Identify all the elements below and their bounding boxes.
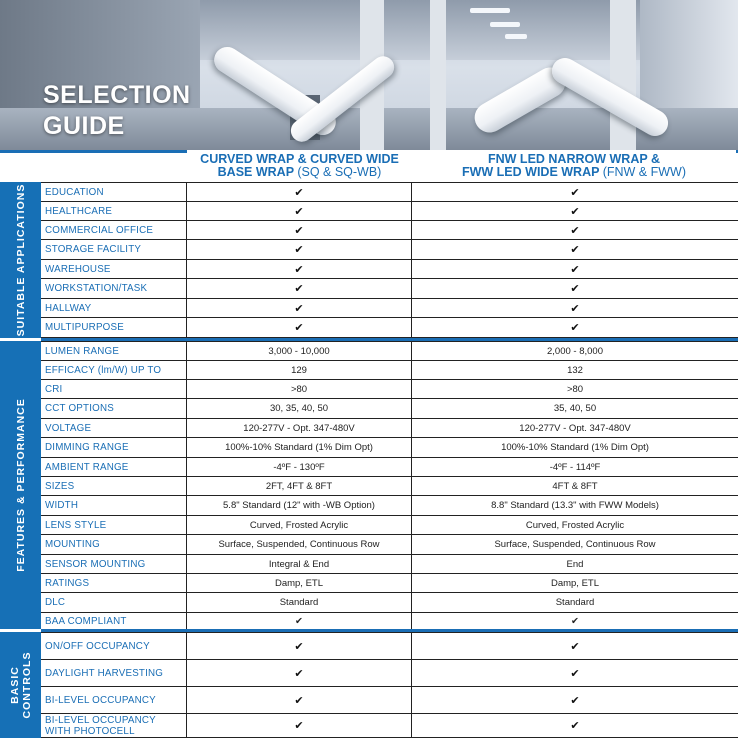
table-row [41, 202, 738, 221]
hero-pillar [610, 0, 636, 150]
row-label: SENSOR MOUNTING [41, 555, 187, 573]
value-cell: End [566, 558, 584, 570]
row-label: VOLTAGE [41, 419, 187, 437]
row-label: DLC [41, 593, 187, 612]
row-label: ON/OFF OCCUPANCY [41, 633, 187, 659]
row-label: MULTIPURPOSE [41, 318, 187, 337]
value-cell: Surface, Suspended, Continuous Row [187, 535, 412, 554]
value-cell [187, 221, 412, 239]
row-label: BI-LEVEL OCCUPANCY [41, 687, 187, 713]
value-cell [412, 660, 738, 686]
band-label: BASIC CONTROLS [8, 651, 33, 719]
row-label: WIDTH [41, 496, 187, 515]
value-cell: 100%-10% Standard (1% Dim Opt) [187, 438, 412, 457]
check-icon: ✔ [294, 204, 304, 218]
band-applications [0, 182, 41, 338]
controls-table [41, 632, 738, 738]
check-icon: ✔ [570, 262, 580, 276]
value-cell [187, 279, 412, 298]
check-icon: ✔ [294, 639, 304, 653]
value-cell: 5.8" Standard (12" with -WB Option) [187, 496, 412, 515]
check-icon: ✔ [570, 693, 580, 707]
check-icon: ✔ [294, 243, 304, 256]
table-row [41, 613, 738, 630]
row-label: LENS STYLE [41, 516, 187, 534]
check-icon: ✔ [294, 282, 304, 295]
value-cell [187, 687, 412, 713]
check-icon: ✔ [570, 204, 580, 218]
value-cell: Integral & End [187, 555, 412, 573]
table-row [41, 260, 738, 279]
value-cell [412, 221, 738, 239]
value-cell [412, 714, 738, 737]
row-label: BAA COMPLIANT [41, 613, 187, 629]
value-cell [412, 633, 738, 659]
value-cell: -4ºF - 114ºF [549, 461, 601, 473]
check-icon: ✔ [294, 262, 304, 276]
row-label: BI-LEVEL OCCUPANCY WITH PHOTOCELL [41, 714, 187, 737]
table-row [41, 240, 738, 260]
value-cell [412, 260, 738, 278]
table-row [41, 555, 738, 574]
table-row [41, 458, 738, 477]
table-row [41, 318, 738, 338]
value-cell: Surface, Suspended, Continuous Row [494, 539, 656, 550]
row-label: EDUCATION [41, 183, 187, 201]
check-icon: ✔ [294, 666, 304, 680]
row-label: SIZES [41, 477, 187, 495]
check-icon: ✔ [570, 719, 580, 732]
value-cell: 4FT & 8FT [552, 480, 598, 492]
value-cell [187, 240, 412, 259]
check-icon: ✔ [294, 301, 304, 315]
row-label: HEALTHCARE [41, 202, 187, 220]
row-label: DIMMING RANGE [41, 438, 187, 457]
row-label: DAYLIGHT HARVESTING [41, 660, 187, 686]
row-label: WORKSTATION/TASK [41, 279, 187, 298]
table-row [41, 399, 738, 419]
band-features [0, 341, 41, 629]
row-label: RATINGS [41, 574, 187, 592]
column-header-main: FWW LED WIDE WRAP [461, 165, 600, 179]
hero-photo [0, 0, 738, 150]
value-cell: >80 [187, 380, 412, 398]
value-cell [412, 299, 738, 317]
check-icon: ✔ [294, 223, 304, 237]
table-row [41, 299, 738, 318]
check-icon: ✔ [570, 243, 580, 256]
value-cell [187, 202, 412, 220]
column-header-line: FNW LED NARROW WRAP & [488, 152, 660, 166]
value-cell: ✔ [571, 615, 579, 627]
value-cell [412, 318, 738, 337]
value-cell: Damp, ETL [550, 577, 600, 589]
hero-ceiling-light [505, 34, 527, 39]
value-cell [187, 660, 412, 686]
table-row [41, 438, 738, 458]
value-cell: 35, 40, 50 [553, 403, 597, 414]
value-cell: Curved, Frosted Acrylic [187, 516, 412, 534]
value-cell [187, 318, 412, 337]
row-label: LUMEN RANGE [41, 342, 187, 360]
value-cell: Standard [555, 597, 595, 608]
value-cell: 129 [187, 361, 412, 379]
table-row [41, 535, 738, 555]
check-icon: ✔ [294, 693, 304, 707]
table-row [41, 714, 738, 738]
row-label: MOUNTING [41, 535, 187, 554]
value-cell: 120-277V - Opt. 347-480V [187, 419, 412, 437]
table-row [41, 516, 738, 535]
table-row [41, 660, 738, 687]
table-row [41, 279, 738, 299]
table-row [41, 687, 738, 714]
column-header-line [412, 166, 736, 179]
table-row [41, 380, 738, 399]
row-label: HALLWAY [41, 299, 187, 317]
band-controls [0, 632, 41, 738]
value-cell [412, 279, 738, 298]
features-table [41, 341, 738, 630]
value-cell: 2FT, 4FT & 8FT [187, 477, 412, 495]
value-cell [187, 260, 412, 278]
table-row [41, 221, 738, 240]
hero-ceiling-light [490, 22, 520, 27]
check-icon: ✔ [570, 321, 580, 334]
row-label: EFFICACY (lm/W) UP TO [41, 361, 187, 379]
table-row [41, 574, 738, 593]
row-label: WAREHOUSE [41, 260, 187, 278]
row-label: CCT OPTIONS [41, 399, 187, 418]
value-cell: -4ºF - 130ºF [187, 458, 412, 476]
table-row [41, 361, 738, 380]
value-cell: 30, 35, 40, 50 [187, 399, 412, 418]
value-cell: ✔ [187, 613, 412, 629]
value-cell: >80 [566, 383, 584, 395]
column-header-fnw [412, 150, 736, 182]
value-cell [412, 687, 738, 713]
value-cell: 8.8" Standard (13.3" with FWW Models) [491, 500, 659, 511]
table-row [41, 593, 738, 613]
check-icon: ✔ [570, 282, 580, 295]
value-cell [412, 183, 738, 201]
value-cell [187, 714, 412, 737]
table-row [41, 477, 738, 496]
check-icon: ✔ [570, 185, 580, 199]
row-label: STORAGE FACILITY [41, 240, 187, 259]
table-row [41, 632, 738, 660]
column-header-sq [187, 150, 412, 182]
check-icon: ✔ [570, 223, 580, 237]
value-cell [412, 240, 738, 259]
column-header-main: BASE WRAP [217, 165, 294, 179]
value-cell: 100%-10% Standard (1% Dim Opt) [501, 442, 649, 453]
value-cell [187, 633, 412, 659]
table-row [41, 182, 738, 202]
check-icon: ✔ [294, 185, 304, 199]
value-cell: 132 [567, 364, 583, 376]
table-row [41, 496, 738, 516]
check-icon: ✔ [294, 321, 304, 334]
value-cell: Curved, Frosted Acrylic [525, 519, 625, 531]
row-label: AMBIENT RANGE [41, 458, 187, 476]
column-header-line [187, 166, 412, 179]
hero-ceiling-light [470, 8, 510, 13]
value-cell [187, 299, 412, 317]
check-icon: ✔ [294, 719, 304, 732]
column-header-sub: (SQ & SQ-WB) [297, 165, 382, 179]
column-header-line: CURVED WRAP & CURVED WIDE [200, 152, 399, 166]
value-cell: Damp, ETL [187, 574, 412, 592]
value-cell: 3,000 - 10,000 [187, 342, 412, 360]
value-cell: Standard [187, 593, 412, 612]
value-cell: 2,000 - 8,000 [547, 345, 603, 357]
value-cell [187, 183, 412, 201]
hero-pillar [430, 0, 446, 150]
row-label: CRI [41, 380, 187, 398]
column-header-sub: (FNW & FWW) [602, 165, 687, 179]
table-row [41, 419, 738, 438]
value-cell: 120-277V - Opt. 347-480V [519, 422, 631, 434]
check-icon: ✔ [570, 639, 580, 653]
table-row [41, 341, 738, 361]
band-label: SUITABLE APPLICATIONS [14, 183, 27, 337]
applications-table [41, 182, 738, 338]
check-icon: ✔ [570, 301, 580, 315]
row-label: COMMERCIAL OFFICE [41, 221, 187, 239]
value-cell [412, 202, 738, 220]
page-title: SELECTION GUIDE [43, 81, 191, 140]
check-icon: ✔ [570, 666, 580, 680]
band-label: FEATURES & PERFORMANCE [14, 398, 27, 572]
